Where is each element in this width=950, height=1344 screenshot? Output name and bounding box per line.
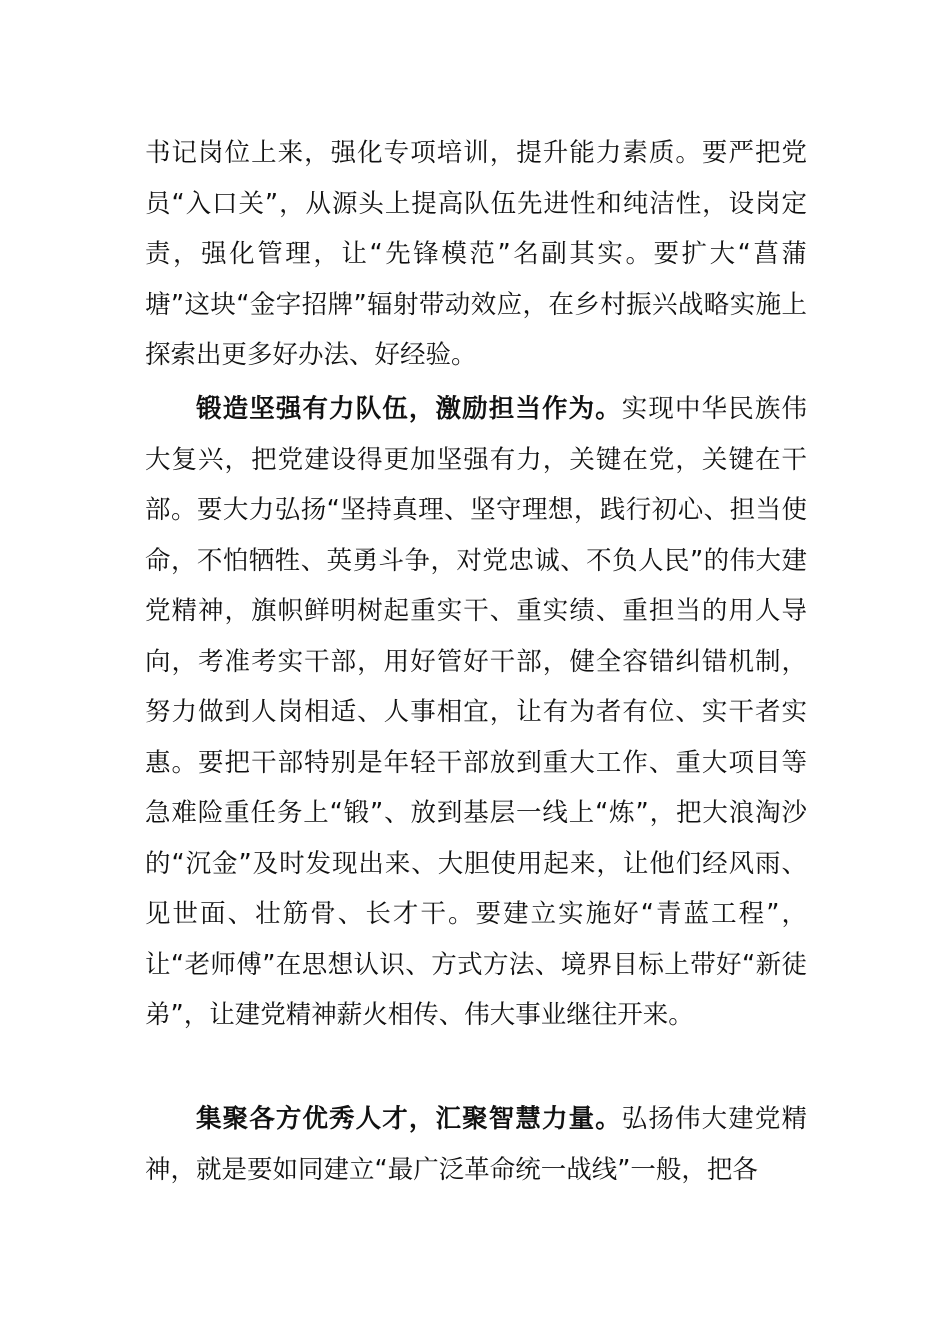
paragraph-3 — [145, 1094, 807, 1195]
paragraph-3-heading: 集聚各方优秀人才，汇聚智慧力量。 — [196, 1104, 622, 1134]
paragraph-1 — [145, 128, 807, 381]
paragraph-2 — [145, 384, 807, 1041]
paragraph-1-text: 书记岗位上来，强化专项培训，提升能力素质。要严把党员“入口关”，从源头上提高队伍先进性和纯洁性，设岗定责，强化管理，让“先锋模范”名副其实。要扩大“菖蒲塘”这块“金字招牌”辐射带动效应，在乡村振兴战略实施上探索出更多好办法、好经验。 — [145, 138, 807, 370]
paragraph-2-text: 实现中华民族伟大复兴，把党建设得更加坚强有力，关键在党，关键在干部。要大力弘扬“坚持真理、坚守理想，践行初心、担当使命，不怕牺牲、英勇斗争，对党忠诚、不负人民”的伟大建党精神，旗帜鲜明树起重实干、重实绩、重担当的用人导向，考准考实干部，用好管好干部，健全容错纠错机制，努力做到人岗相适、人事相宜，让有为者有位、实干者实惠。要把干部特别是年轻干部放到重大工作、重大项目等急难险重任务上“锻”、放到基层一线上“炼”，把大浪淘沙的“沉金”及时发现出来、大胆使用起来，让他们经风雨、见世面、壮筋骨、长才干。要建立实施好“青蓝工程”，让“老师傅”在思想认识、方式方法、境界目标上带好“新徒弟”，让建党精神薪火相传、伟大事业继往开来。 — [145, 394, 807, 1030]
paragraph-2-heading: 锻造坚强有力队伍，激励担当作为。 — [196, 394, 622, 424]
paragraph-3-text: 弘扬伟大建党精神，就是要如同建立“最广泛革命统一战线”一般，把各 — [145, 1104, 807, 1185]
